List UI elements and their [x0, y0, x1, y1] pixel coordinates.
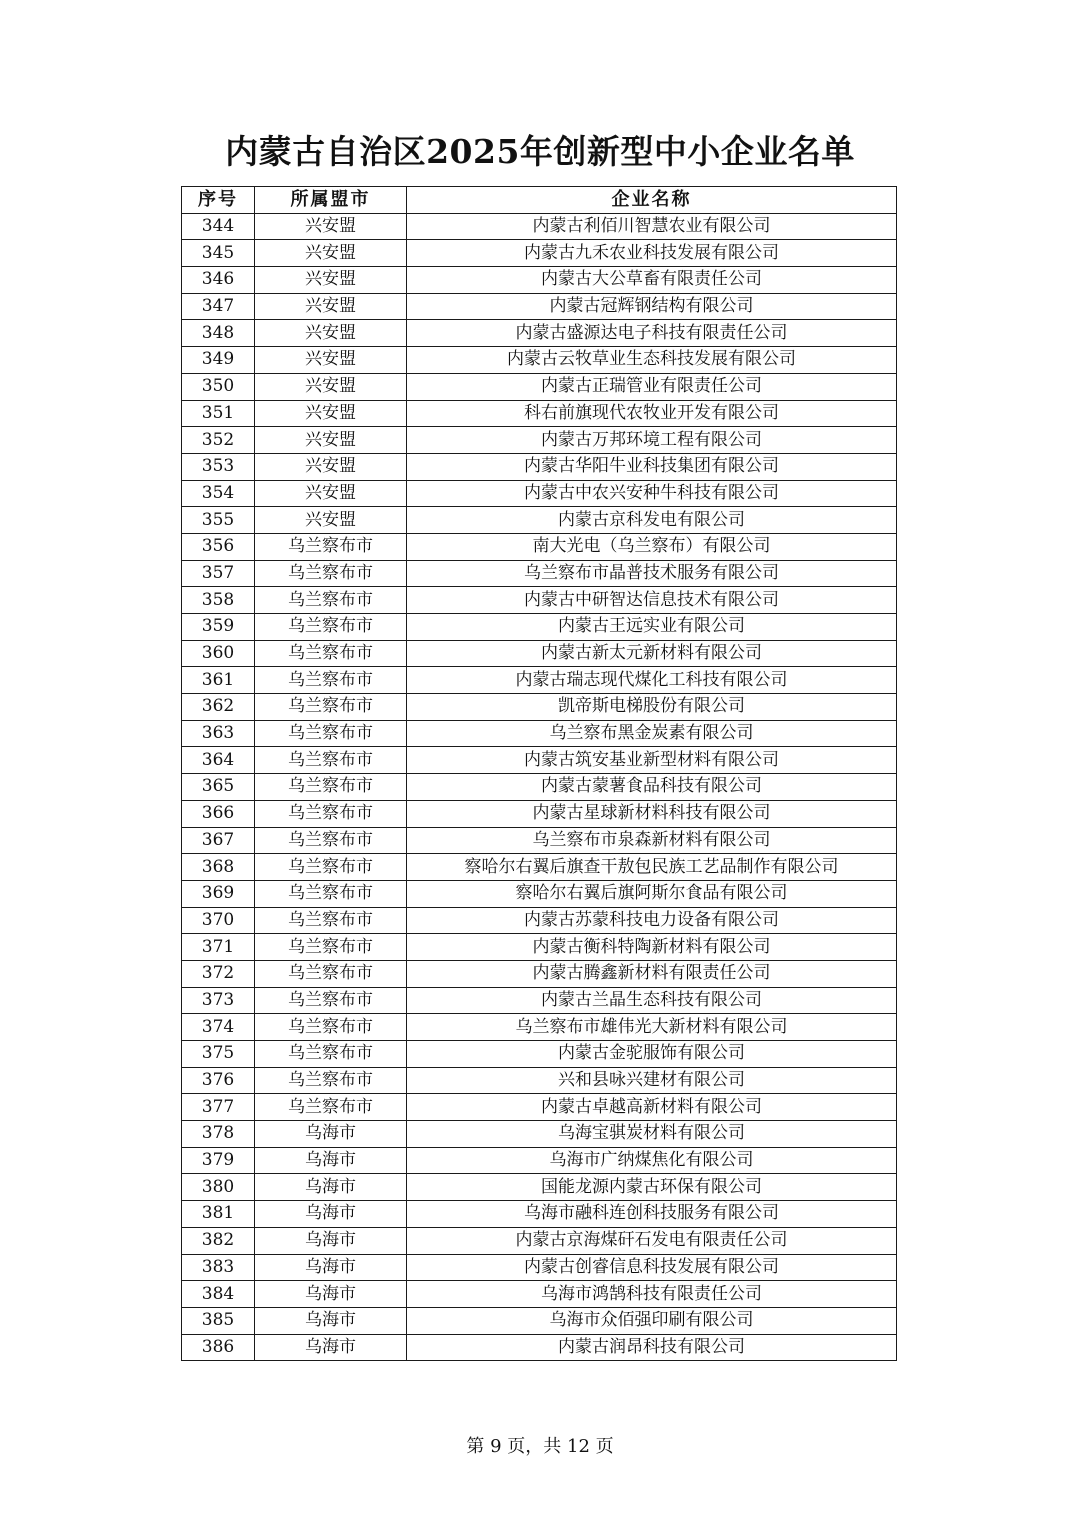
table-row: [182, 1334, 897, 1361]
cell-serial-number: 363: [182, 720, 255, 747]
enterprise-table: [181, 186, 897, 1361]
cell-serial-number: 360: [182, 640, 255, 667]
cell-enterprise-name: 内蒙古正瑞管业有限责任公司: [407, 373, 897, 400]
cell-serial-number: 356: [182, 533, 255, 560]
cell-serial-number: 346: [182, 267, 255, 294]
header-league-city: 所属盟市: [255, 187, 407, 214]
table-row: [182, 1201, 897, 1228]
cell-enterprise-name: 内蒙古金驼服饰有限公司: [407, 1041, 897, 1068]
cell-serial-number: 355: [182, 507, 255, 534]
cell-enterprise-name: 内蒙古创睿信息科技发展有限公司: [407, 1254, 897, 1281]
cell-league-city: 乌兰察布市: [255, 614, 407, 641]
cell-serial-number: 369: [182, 880, 255, 907]
cell-enterprise-name: 内蒙古冠辉钢结构有限公司: [407, 293, 897, 320]
table-header-row: [182, 187, 897, 214]
cell-league-city: 乌海市: [255, 1227, 407, 1254]
cell-enterprise-name: 乌海市鸿鹄科技有限责任公司: [407, 1281, 897, 1308]
cell-serial-number: 367: [182, 827, 255, 854]
cell-serial-number: 364: [182, 747, 255, 774]
cell-serial-number: 378: [182, 1121, 255, 1148]
cell-enterprise-name: 内蒙古大公草畜有限责任公司: [407, 267, 897, 294]
cell-enterprise-name: 内蒙古筑安基业新型材料有限公司: [407, 747, 897, 774]
table-row: [182, 1094, 897, 1121]
cell-enterprise-name: 乌海宝骐炭材料有限公司: [407, 1121, 897, 1148]
cell-serial-number: 370: [182, 907, 255, 934]
cell-serial-number: 374: [182, 1014, 255, 1041]
cell-league-city: 乌兰察布市: [255, 800, 407, 827]
cell-league-city: 兴安盟: [255, 213, 407, 240]
table-row: [182, 1281, 897, 1308]
cell-league-city: 乌海市: [255, 1334, 407, 1361]
table-row: [182, 827, 897, 854]
table-row: [182, 854, 897, 881]
cell-serial-number: 368: [182, 854, 255, 881]
page-number-footer: 第 9 页，共 12 页: [466, 1436, 614, 1457]
table-row: [182, 507, 897, 534]
table-row: [182, 800, 897, 827]
table-row: [182, 1254, 897, 1281]
table-row: [182, 667, 897, 694]
table-row: [182, 880, 897, 907]
cell-league-city: 乌兰察布市: [255, 960, 407, 987]
cell-enterprise-name: 乌海市广纳煤焦化有限公司: [407, 1147, 897, 1174]
table-row: [182, 267, 897, 294]
table-row: [182, 320, 897, 347]
cell-serial-number: 359: [182, 614, 255, 641]
cell-enterprise-name: 内蒙古利佰川智慧农业有限公司: [407, 213, 897, 240]
table-row: [182, 694, 897, 721]
cell-serial-number: 344: [182, 213, 255, 240]
cell-enterprise-name: 乌兰察布市雄伟光大新材料有限公司: [407, 1014, 897, 1041]
table-row: [182, 293, 897, 320]
cell-league-city: 兴安盟: [255, 320, 407, 347]
cell-enterprise-name: 内蒙古润昂科技有限公司: [407, 1334, 897, 1361]
cell-enterprise-name: 内蒙古华阳牛业科技集团有限公司: [407, 453, 897, 480]
cell-serial-number: 373: [182, 987, 255, 1014]
table-row: [182, 934, 897, 961]
header-serial-number: 序号: [182, 187, 255, 214]
table-row: [182, 1121, 897, 1148]
cell-enterprise-name: 兴和县咏兴建材有限公司: [407, 1067, 897, 1094]
cell-league-city: 乌兰察布市: [255, 987, 407, 1014]
cell-enterprise-name: 内蒙古腾鑫新材料有限责任公司: [407, 960, 897, 987]
table-row: [182, 347, 897, 374]
cell-serial-number: 384: [182, 1281, 255, 1308]
cell-serial-number: 375: [182, 1041, 255, 1068]
table-row: [182, 960, 897, 987]
table-row: [182, 427, 897, 454]
cell-serial-number: 386: [182, 1334, 255, 1361]
table-row: [182, 987, 897, 1014]
table-row: [182, 587, 897, 614]
cell-enterprise-name: 内蒙古蒙薯食品科技有限公司: [407, 774, 897, 801]
cell-league-city: 兴安盟: [255, 267, 407, 294]
cell-league-city: 乌海市: [255, 1174, 407, 1201]
page-title: 内蒙古自治区2025年创新型中小企业名单: [225, 132, 855, 171]
table-row: [182, 400, 897, 427]
cell-serial-number: 357: [182, 560, 255, 587]
cell-serial-number: 376: [182, 1067, 255, 1094]
cell-serial-number: 345: [182, 240, 255, 267]
cell-league-city: 乌兰察布市: [255, 1067, 407, 1094]
cell-league-city: 乌兰察布市: [255, 1094, 407, 1121]
header-enterprise-name: 企业名称: [407, 187, 897, 214]
table-row: [182, 747, 897, 774]
cell-serial-number: 350: [182, 373, 255, 400]
cell-serial-number: 353: [182, 453, 255, 480]
cell-serial-number: 351: [182, 400, 255, 427]
cell-enterprise-name: 内蒙古新太元新材料有限公司: [407, 640, 897, 667]
cell-league-city: 兴安盟: [255, 400, 407, 427]
cell-league-city: 乌海市: [255, 1307, 407, 1334]
table-row: [182, 614, 897, 641]
cell-league-city: 兴安盟: [255, 453, 407, 480]
table-row: [182, 774, 897, 801]
table-row: [182, 560, 897, 587]
cell-league-city: 乌兰察布市: [255, 1014, 407, 1041]
cell-enterprise-name: 内蒙古京海煤矸石发电有限责任公司: [407, 1227, 897, 1254]
table-row: [182, 533, 897, 560]
cell-enterprise-name: 内蒙古卓越高新材料有限公司: [407, 1094, 897, 1121]
cell-enterprise-name: 内蒙古万邦环境工程有限公司: [407, 427, 897, 454]
cell-league-city: 兴安盟: [255, 347, 407, 374]
cell-league-city: 兴安盟: [255, 293, 407, 320]
cell-serial-number: 349: [182, 347, 255, 374]
cell-serial-number: 382: [182, 1227, 255, 1254]
table-row: [182, 1067, 897, 1094]
cell-serial-number: 362: [182, 694, 255, 721]
cell-league-city: 乌海市: [255, 1281, 407, 1308]
cell-enterprise-name: 内蒙古苏蒙科技电力设备有限公司: [407, 907, 897, 934]
cell-league-city: 乌兰察布市: [255, 747, 407, 774]
cell-league-city: 乌海市: [255, 1201, 407, 1228]
cell-enterprise-name: 内蒙古盛源达电子科技有限责任公司: [407, 320, 897, 347]
cell-enterprise-name: 察哈尔右翼后旗查干敖包民族工艺品制作有限公司: [407, 854, 897, 881]
cell-serial-number: 347: [182, 293, 255, 320]
cell-league-city: 乌兰察布市: [255, 854, 407, 881]
table-row: [182, 213, 897, 240]
table-row: [182, 480, 897, 507]
cell-serial-number: 358: [182, 587, 255, 614]
cell-serial-number: 371: [182, 934, 255, 961]
cell-league-city: 兴安盟: [255, 480, 407, 507]
cell-league-city: 乌兰察布市: [255, 667, 407, 694]
cell-league-city: 乌兰察布市: [255, 640, 407, 667]
cell-enterprise-name: 国能龙源内蒙古环保有限公司: [407, 1174, 897, 1201]
table-row: [182, 720, 897, 747]
cell-league-city: 乌兰察布市: [255, 880, 407, 907]
enterprise-table-container: [181, 186, 896, 1361]
cell-serial-number: 381: [182, 1201, 255, 1228]
cell-league-city: 乌海市: [255, 1121, 407, 1148]
cell-league-city: 兴安盟: [255, 240, 407, 267]
table-row: [182, 907, 897, 934]
cell-serial-number: 380: [182, 1174, 255, 1201]
cell-league-city: 乌兰察布市: [255, 720, 407, 747]
cell-enterprise-name: 内蒙古中研智达信息技术有限公司: [407, 587, 897, 614]
cell-league-city: 乌兰察布市: [255, 560, 407, 587]
table-body: [182, 213, 897, 1361]
cell-enterprise-name: 乌海市众佰强印刷有限公司: [407, 1307, 897, 1334]
cell-enterprise-name: 内蒙古云牧草业生态科技发展有限公司: [407, 347, 897, 374]
table-row: [182, 1307, 897, 1334]
cell-serial-number: 365: [182, 774, 255, 801]
cell-enterprise-name: 南大光电（乌兰察布）有限公司: [407, 533, 897, 560]
table-row: [182, 1227, 897, 1254]
cell-serial-number: 352: [182, 427, 255, 454]
cell-enterprise-name: 乌海市融科连创科技服务有限公司: [407, 1201, 897, 1228]
cell-league-city: 乌兰察布市: [255, 587, 407, 614]
cell-enterprise-name: 内蒙古瑞志现代煤化工科技有限公司: [407, 667, 897, 694]
cell-serial-number: 383: [182, 1254, 255, 1281]
cell-serial-number: 348: [182, 320, 255, 347]
cell-serial-number: 372: [182, 960, 255, 987]
table-row: [182, 453, 897, 480]
table-row: [182, 240, 897, 267]
cell-enterprise-name: 科右前旗现代农牧业开发有限公司: [407, 400, 897, 427]
cell-league-city: 乌兰察布市: [255, 774, 407, 801]
cell-enterprise-name: 内蒙古王远实业有限公司: [407, 614, 897, 641]
cell-enterprise-name: 内蒙古京科发电有限公司: [407, 507, 897, 534]
table-row: [182, 1147, 897, 1174]
cell-league-city: 兴安盟: [255, 507, 407, 534]
cell-league-city: 兴安盟: [255, 427, 407, 454]
cell-enterprise-name: 内蒙古衡科特陶新材料有限公司: [407, 934, 897, 961]
cell-serial-number: 385: [182, 1307, 255, 1334]
cell-enterprise-name: 内蒙古星球新材料科技有限公司: [407, 800, 897, 827]
cell-serial-number: 354: [182, 480, 255, 507]
cell-league-city: 乌兰察布市: [255, 533, 407, 560]
table-row: [182, 373, 897, 400]
table-row: [182, 640, 897, 667]
table-row: [182, 1014, 897, 1041]
table-row: [182, 1041, 897, 1068]
cell-league-city: 乌海市: [255, 1147, 407, 1174]
cell-enterprise-name: 内蒙古中农兴安种牛科技有限公司: [407, 480, 897, 507]
cell-serial-number: 377: [182, 1094, 255, 1121]
cell-enterprise-name: 乌兰察布市泉森新材料有限公司: [407, 827, 897, 854]
cell-league-city: 乌兰察布市: [255, 934, 407, 961]
cell-league-city: 乌海市: [255, 1254, 407, 1281]
cell-league-city: 乌兰察布市: [255, 827, 407, 854]
cell-enterprise-name: 内蒙古九禾农业科技发展有限公司: [407, 240, 897, 267]
table-row: [182, 1174, 897, 1201]
cell-enterprise-name: 察哈尔右翼后旗阿斯尔食品有限公司: [407, 880, 897, 907]
cell-league-city: 兴安盟: [255, 373, 407, 400]
table-header: [182, 187, 897, 214]
cell-enterprise-name: 乌兰察布黑金炭素有限公司: [407, 720, 897, 747]
cell-serial-number: 366: [182, 800, 255, 827]
cell-league-city: 乌兰察布市: [255, 1041, 407, 1068]
cell-enterprise-name: 内蒙古兰晶生态科技有限公司: [407, 987, 897, 1014]
cell-league-city: 乌兰察布市: [255, 694, 407, 721]
cell-enterprise-name: 凯帝斯电梯股份有限公司: [407, 694, 897, 721]
cell-league-city: 乌兰察布市: [255, 907, 407, 934]
cell-enterprise-name: 乌兰察布市晶普技术服务有限公司: [407, 560, 897, 587]
cell-serial-number: 361: [182, 667, 255, 694]
cell-serial-number: 379: [182, 1147, 255, 1174]
